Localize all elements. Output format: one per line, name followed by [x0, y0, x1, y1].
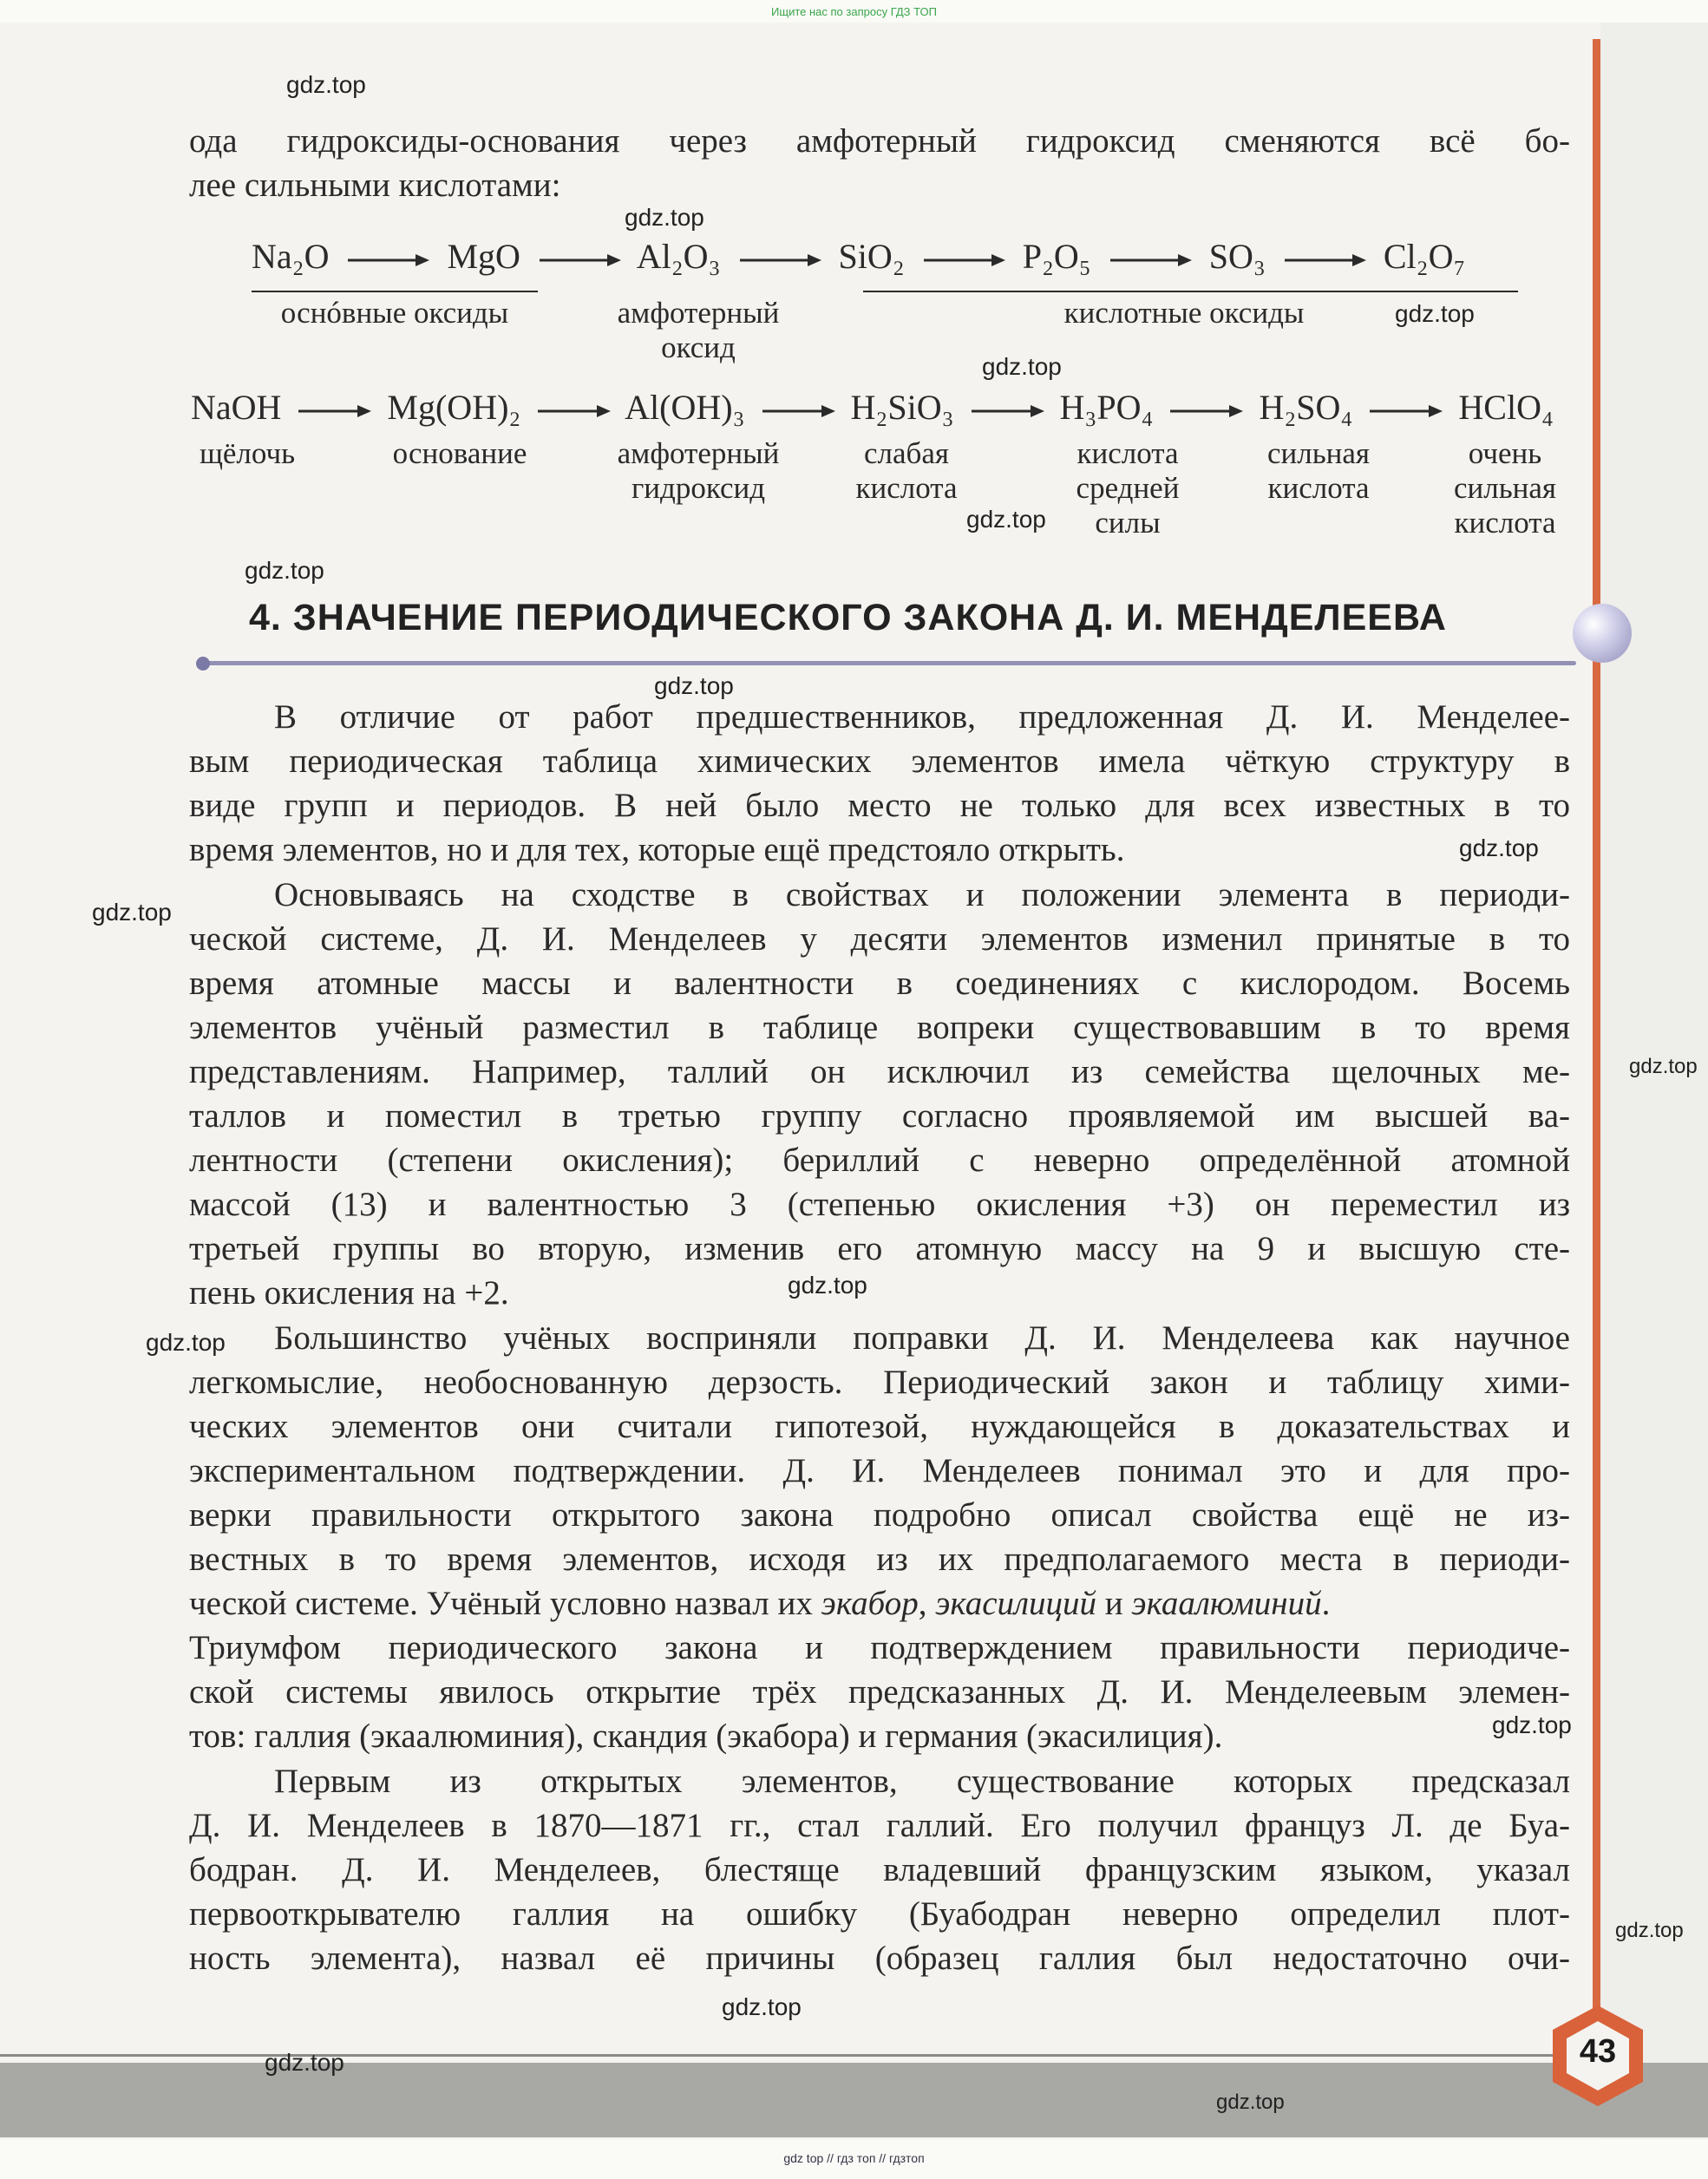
paragraph-line: время атомные массы и валентности в соединениях с кислородом. Восемь [189, 965, 1570, 1002]
intro-line: лее сильными кислотами: [189, 167, 561, 204]
oxide-label: кислотные оксиды [1063, 296, 1305, 330]
footer-note: gdz top // гдз топ // гдзтоп [783, 2151, 925, 2165]
watermark: gdz.top [286, 71, 366, 98]
paragraph-line: первооткрывателю галлия на ошибку (Буабодран неверно определил плот- [189, 1895, 1570, 1933]
formula: SiO₂ [838, 237, 905, 276]
oxides-row [252, 236, 1465, 277]
formula: Al₂O₃ [636, 237, 721, 276]
paragraph-line: бодран. Д. И. Менделеев, блестяще владевший французским языком, указал [189, 1851, 1570, 1888]
watermark: gdz.top [1492, 1711, 1572, 1738]
paragraph-line: виде групп и периодов. В ней было место не только для всех известных в то [189, 787, 1570, 824]
decorative-ball-icon [1573, 604, 1632, 663]
paragraph-line: Триумфом периодического закона и подтверждением правильности периодиче- [189, 1629, 1570, 1666]
paragraph-line: экспериментальном подтверждении. Д. И. Менделеев понимал это и для про- [189, 1452, 1570, 1489]
paragraph-line: верки правильности открытого закона подробно описал свойства ещё не из- [189, 1496, 1570, 1534]
arrow-icon [736, 236, 823, 277]
paragraph-line: время элементов, но и для тех, которые ещё предстояло открыть. [189, 831, 1125, 868]
formula: Al(OH)₃ [625, 388, 745, 427]
formula: Cl₂O₇ [1383, 237, 1466, 276]
paragraph-line: ческих элементов они считали гипотезой, нуждающейся в доказательствах и [189, 1408, 1570, 1445]
paragraph-line: Первым из открытых элементов, существование которых предсказал [274, 1763, 1570, 1800]
acidic-oxides-underline [863, 291, 1518, 292]
hydroxide-label: кислота средней силы [1076, 436, 1180, 540]
watermark: gdz.top [146, 1329, 226, 1356]
paragraph-line: ской системы явилось открытие трёх предсказанных Д. И. Менделеевым элемен- [189, 1673, 1570, 1711]
basic-oxides-underline [252, 291, 538, 292]
paragraph-line-with-terms: ческой системе. Учёный условно назвал их экабор, экасилиций и экаалюминий. [189, 1585, 1331, 1622]
formula: H₂SiO₃ [850, 388, 954, 427]
italic-term: экабор [821, 1585, 919, 1622]
paragraph-line: ческой системе, Д. И. Менделеев у десяти элементов изменил принятые в то [189, 920, 1570, 958]
italic-term: экасилиций [935, 1585, 1097, 1622]
arrow-icon [295, 387, 373, 428]
watermark: gdz.top [1395, 300, 1475, 327]
arrow-icon [1167, 387, 1245, 428]
paragraph-line: массой (13) и валентностью 3 (степенью окисления +3) он переместил из [189, 1186, 1570, 1223]
watermark: gdz.top [722, 1993, 802, 2020]
accent-line [1593, 39, 1600, 2043]
formula: MgO [447, 237, 520, 276]
watermark: gdz.top [265, 2049, 344, 2076]
paragraph-line: ческой системе. Учёный условно назвал их [189, 1585, 813, 1622]
watermark: gdz.top [966, 506, 1046, 533]
watermark: gdz.top [92, 899, 172, 926]
paragraph-line: элементов учёный разместил в таблице вопреки существовавшим в то время [189, 1009, 1570, 1046]
paragraph-line: таллов и поместил в третью группу согласно проявляемой им высшей ва- [189, 1097, 1570, 1135]
hydroxides-row [191, 387, 1554, 428]
hydroxide-label: основание [392, 436, 527, 470]
paragraph-line: Большинство учёных восприняли поправки Д. И. Менделеева как научное [274, 1319, 1570, 1357]
oxide-label: амфотерный оксид [617, 296, 780, 364]
formula: NaOH [191, 388, 282, 427]
hydroxide-label: очень сильная кислота [1453, 436, 1557, 540]
formula: SO₃ [1208, 237, 1266, 276]
formula: H₃PO₄ [1059, 388, 1154, 427]
hydroxide-label: сильная кислота [1266, 436, 1371, 505]
watermark: gdz.top [1459, 834, 1539, 861]
paragraph-line: Основываясь на сходстве в свойствах и положении элемента в периоди- [274, 876, 1570, 913]
watermark: gdz.top [788, 1272, 867, 1299]
arrow-icon [968, 387, 1046, 428]
arrow-icon [1281, 236, 1368, 277]
right-margin [1600, 23, 1708, 2139]
arrow-icon [344, 236, 431, 277]
intro-line: ода гидроксиды-основания через амфотерный гидроксид сменяются всё бо- [189, 122, 1570, 160]
watermark: gdz.top [982, 353, 1062, 380]
arrow-icon [536, 236, 623, 277]
watermark: gdz.top [1629, 1055, 1698, 1078]
formula: HClO₄ [1458, 388, 1554, 427]
heading-dot [196, 657, 210, 671]
paragraph-line: третьей группы во вторую, изменив его атомную массу на 9 и высшую сте- [189, 1230, 1570, 1267]
paragraph-line: пень окисления на +2. [189, 1274, 509, 1312]
watermark: gdz.top [654, 672, 734, 699]
paragraph-line: вым периодическая таблица химических элементов имела чёткую структуру в [189, 743, 1570, 780]
watermark: gdz.top [1615, 1919, 1684, 1942]
italic-term: экаалюминий [1131, 1585, 1322, 1622]
formula: P₂O₅ [1022, 237, 1091, 276]
paragraph-line: вестных в то время элементов, исходя из их предполагаемого места в периоди- [189, 1541, 1570, 1578]
oxide-label: оснóвные оксиды [280, 296, 509, 330]
arrow-icon [1366, 387, 1444, 428]
paragraph-line: ность элемента), назвал её причины (образец галлия был недостаточно очи- [189, 1940, 1570, 1977]
paragraph-line: Д. И. Менделеев в 1870—1871 гг., стал галлий. Его получил француз Л. де Буа- [189, 1807, 1570, 1844]
paragraph-line: тов: галлия (экаалюминия), скандия (экабора) и германия (экасилиция). [189, 1718, 1223, 1755]
arrow-icon [759, 387, 837, 428]
bottom-rule [0, 2054, 1561, 2057]
paragraph-line: В отличие от работ предшественников, предложенная Д. И. Менделее- [274, 698, 1570, 736]
watermark: gdz.top [1216, 2091, 1285, 2114]
formula: Na₂O [252, 237, 330, 276]
formula: H₂SO₄ [1259, 388, 1353, 427]
section-heading: 4. ЗНАЧЕНИЕ ПЕРИОДИЧЕСКОГО ЗАКОНА Д. И. МЕНДЕЛЕЕВА [249, 597, 1447, 638]
paragraph-line: представлениям. Например, таллий он исключил из семейства щелочных ме- [189, 1053, 1570, 1090]
paragraph-line: легкомыслие, необоснованную дерзость. Периодический закон и таблицу хими- [189, 1364, 1570, 1401]
arrow-icon [534, 387, 612, 428]
hydroxide-label: слабая кислота [855, 436, 958, 505]
arrow-icon [1107, 236, 1194, 277]
paragraph-line: лентности (степени окисления); бериллий с неверно определённой атомной [189, 1142, 1570, 1179]
watermark: gdz.top [625, 204, 704, 231]
bottom-band [0, 2063, 1708, 2137]
watermark: gdz.top [245, 557, 324, 584]
hydroxide-label: щёлочь [199, 436, 296, 470]
heading-rule [201, 661, 1576, 665]
formula: Mg(OH)₂ [387, 388, 521, 427]
header-note: Ищите нас по запросу ГДЗ ТОП [771, 5, 937, 18]
arrow-icon [920, 236, 1007, 277]
hydroxide-label: амфотерный гидроксид [617, 436, 780, 505]
page-number: 43 [1579, 2033, 1617, 2070]
